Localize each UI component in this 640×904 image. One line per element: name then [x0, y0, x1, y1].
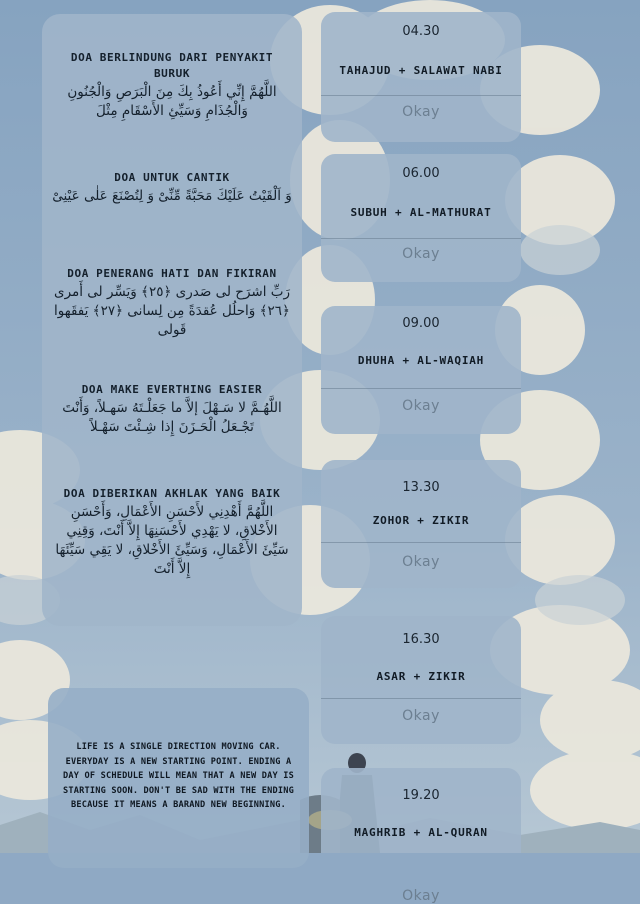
- card-divider: [321, 95, 521, 96]
- card-divider: [321, 238, 521, 239]
- card-divider: [321, 542, 521, 543]
- doa-title: DOA UNTUK CANTIK: [114, 171, 230, 184]
- doa-item: [52, 50, 292, 121]
- doa-arabic-text: اللَّهُـمَّ لا سَـهْلَ إلاَّ ما جَعَلْـتَهُ سَهـلاً، وَأَنْتَ تَجْـعَلُ الْحَـزَنَ إِذا شِـئْتَ سَهْـلاً: [62, 400, 282, 435]
- schedule-card: [321, 616, 521, 744]
- doa-arabic-text: رَبِّ اشرَح لى صَدرى ﴿٢٥﴾ وَيَسِّر لى أَمرى ﴿٢٦﴾ وَاحلُل عُقدَةً مِن لِسانى ﴿٢٧﴾ يَفقَهوا قَولى: [54, 284, 290, 338]
- okay-button[interactable]: Okay: [402, 554, 440, 570]
- schedule-time: 13.30: [402, 480, 440, 495]
- schedule-card: [321, 12, 521, 142]
- doa-title: DOA PENERANG HATI DAN FIKIRAN: [67, 267, 277, 280]
- doa-title: DOA BERLINDUNG DARI PENYAKIT BURUK: [70, 51, 274, 80]
- schedule-card: [321, 768, 521, 904]
- okay-button[interactable]: Okay: [402, 398, 440, 414]
- schedule-time: 04.30: [402, 24, 440, 39]
- schedule-name: ASAR + ZIKIR: [376, 670, 466, 683]
- quote-text: LIFE IS A SINGLE DIRECTION MOVING CAR. EVERYDAY IS A NEW STARTING POINT. ENDING A DAY OF SCHEDULE WILL MEAN THAT A NEW DAY IS STARTING SOON. DON'T BE SAD WITH THE ENDING BECAUSE IT MEANS A BARAND NEW BEGINNING.: [62, 742, 295, 810]
- doa-title: DOA DIBERIKAN AKHLAK YANG BAIK: [63, 487, 281, 500]
- schedule-time: 19.20: [402, 788, 440, 803]
- schedule-name: MAGHRIB + AL-QURAN: [354, 826, 488, 839]
- quote-card: [48, 688, 309, 868]
- doa-arabic-text: وَ اَلْقَيْتُ عَلَيْكَ مَحَبَّةً مِّنِّىْ وَ لِتُصْنَعَ عَلٰى عَيْنِىْ: [52, 188, 292, 204]
- doa-arabic-text: اللَّهُمَّ إِنِّي أَعُوذُ بِكَ مِنَ الْبَرَصِ وَالْجُنُونِ وَالْجُذَامِ وَسَيِّئِ الأَسْقَامِ مِثْلَ: [67, 84, 277, 119]
- card-divider: [321, 698, 521, 699]
- schedule-card: [321, 154, 521, 282]
- okay-button[interactable]: Okay: [402, 246, 440, 262]
- okay-button[interactable]: Okay: [402, 104, 440, 120]
- doa-item: [52, 486, 292, 579]
- schedule-time: 09.00: [402, 316, 440, 331]
- card-divider: [321, 388, 521, 389]
- doa-item: [52, 382, 292, 437]
- doa-item: [52, 170, 292, 206]
- schedule-time: 16.30: [402, 632, 440, 647]
- schedule-time: 06.00: [402, 166, 440, 181]
- schedule-name: TAHAJUD + SALAWAT NABI: [339, 64, 503, 77]
- doa-arabic-text: اللَّهُمَّ أَهْدِنِي لأَحْسَنِ الأَعْمَالِ، وَأَحْسَنِ الأَخْلاقِ، لا يَهْدِي لأَحْسَنِهَا إِلاَّ أَنْتَ، وَقِنِي سَيِّئَ الأَعْمَالِ، وَسَيِّئَ الأَخْلاقِ، لا يَقِي سَيِّئَهَا إِلاَّ أَنْتَ: [55, 504, 289, 577]
- okay-button[interactable]: Okay: [402, 708, 440, 724]
- okay-button[interactable]: Okay: [402, 888, 440, 904]
- doa-title: DOA MAKE EVERTHING EASIER: [81, 383, 263, 396]
- schedule-name: SUBUH + AL-MATHURAT: [350, 206, 492, 219]
- doa-panel: [42, 14, 302, 626]
- schedule-name: DHUHA + AL-WAQIAH: [357, 354, 485, 367]
- schedule-card: [321, 306, 521, 434]
- schedule-card: [321, 460, 521, 588]
- schedule-name: ZOHOR + ZIKIR: [372, 514, 470, 527]
- doa-item: [52, 266, 292, 340]
